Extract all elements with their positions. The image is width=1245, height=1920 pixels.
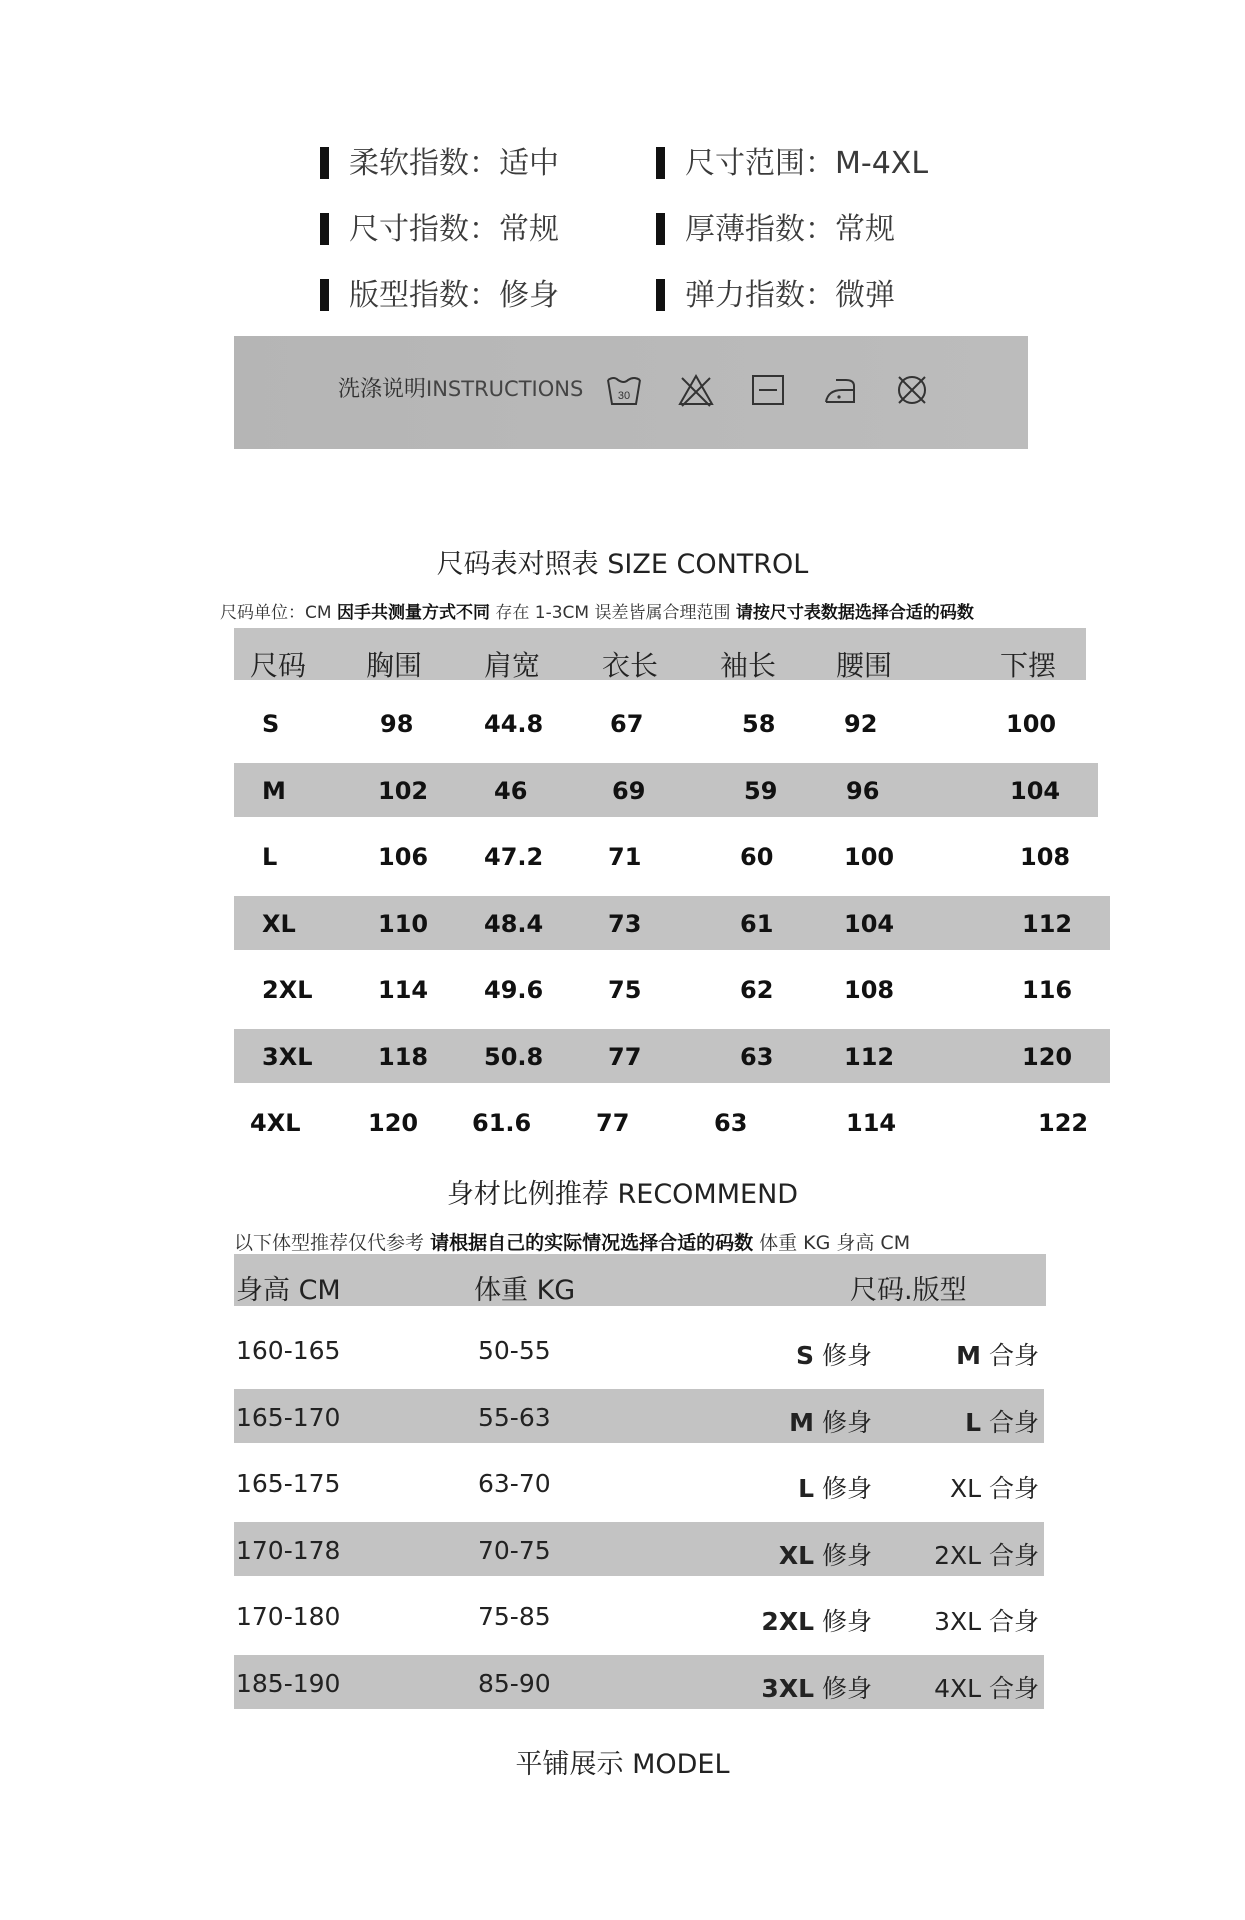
size-primary: L bbox=[798, 1474, 815, 1503]
weight-cell: 85-90 bbox=[478, 1668, 551, 1698]
size-value-cell: 100 bbox=[844, 843, 895, 871]
size-value-cell: 50.8 bbox=[484, 1042, 544, 1071]
recommend-note-part1: 以下体型推荐仅代参考 bbox=[234, 1232, 425, 1254]
size-value-cell: 106 bbox=[378, 843, 429, 871]
height-cell: 165-170 bbox=[236, 1402, 341, 1432]
size-value-cell: 61.6 bbox=[472, 1109, 532, 1137]
recommend-fit-primary bbox=[761, 1602, 872, 1638]
fit-secondary: 合身 bbox=[988, 1540, 1039, 1570]
recommend-row-stripe bbox=[234, 1655, 1044, 1709]
wash-30-icon bbox=[606, 372, 642, 408]
size-value-cell: 77 bbox=[608, 1042, 642, 1071]
fit-secondary: 合身 bbox=[988, 1607, 1039, 1636]
height-cell: 165-175 bbox=[236, 1469, 341, 1498]
size-label-cell: 2XL bbox=[262, 976, 313, 1004]
size-header-stripe bbox=[234, 628, 1086, 680]
size-value-cell: 108 bbox=[1020, 843, 1071, 871]
size-label-cell: S bbox=[262, 710, 280, 738]
height-cell: 170-180 bbox=[236, 1602, 341, 1631]
size-primary: M bbox=[789, 1407, 815, 1437]
size-value-cell: 67 bbox=[610, 710, 644, 738]
recommend-fit-secondary bbox=[956, 1336, 1039, 1372]
fit-secondary: 合身 bbox=[988, 1341, 1039, 1370]
size-row-stripe bbox=[234, 763, 1098, 817]
size-value-cell: 69 bbox=[612, 776, 646, 805]
size-value-cell: 118 bbox=[378, 1042, 429, 1071]
recommend-header-cell: 尺码.版型 bbox=[850, 1275, 967, 1306]
size-value-cell: 110 bbox=[378, 909, 429, 938]
size-value-cell: 112 bbox=[1022, 909, 1073, 938]
attribute-label: 弹力指数： bbox=[685, 278, 835, 313]
size-value-cell: 73 bbox=[608, 909, 642, 938]
attribute-value: 常规 bbox=[835, 212, 895, 247]
fit-secondary: 合身 bbox=[988, 1407, 1039, 1437]
recommend-fit-primary bbox=[789, 1403, 872, 1439]
wash-title bbox=[338, 374, 583, 405]
size-table-note bbox=[220, 598, 974, 623]
fit-primary: 修身 bbox=[821, 1407, 872, 1437]
fit-primary: 修身 bbox=[821, 1341, 872, 1370]
attribute-label: 厚薄指数： bbox=[685, 212, 835, 247]
size-primary: 2XL bbox=[761, 1607, 815, 1636]
attribute-size-range bbox=[656, 144, 928, 184]
size-primary: S bbox=[796, 1341, 815, 1370]
size-row-stripe bbox=[234, 896, 1110, 950]
wash-temp-label: 30 bbox=[617, 390, 631, 402]
size-header-cell: 下摆 bbox=[1000, 649, 1057, 682]
model-title: 平铺展示 MODEL bbox=[515, 1749, 730, 1780]
size-value-cell: 75 bbox=[608, 976, 642, 1004]
size-label-cell: 4XL bbox=[250, 1109, 301, 1137]
recommend-fit-primary bbox=[796, 1336, 872, 1372]
weight-cell: 63-70 bbox=[478, 1469, 551, 1498]
fit-primary: 修身 bbox=[821, 1474, 872, 1503]
fit-secondary: 合身 bbox=[988, 1474, 1039, 1503]
size-row-stripe bbox=[234, 1029, 1110, 1083]
size-secondary: 2XL bbox=[934, 1540, 982, 1570]
recommend-fit-secondary bbox=[934, 1536, 1039, 1572]
size-value-cell: 116 bbox=[1022, 976, 1073, 1004]
recommend-fit-secondary bbox=[934, 1669, 1039, 1705]
weight-cell: 55-63 bbox=[478, 1402, 551, 1432]
recommend-row-stripe bbox=[234, 1389, 1044, 1443]
recommend-row-stripe bbox=[234, 1522, 1044, 1576]
attribute-thickness bbox=[656, 210, 895, 250]
size-header-cell: 腰围 bbox=[836, 649, 893, 682]
no-dry-clean-icon bbox=[894, 372, 930, 408]
attribute-softness bbox=[320, 144, 559, 184]
height-cell: 170-178 bbox=[236, 1535, 341, 1565]
size-value-cell: 63 bbox=[740, 1042, 774, 1071]
size-note-unit: 尺码单位：CM bbox=[220, 603, 332, 623]
size-value-cell: 60 bbox=[740, 843, 774, 871]
recommend-fit-primary bbox=[779, 1536, 872, 1572]
size-table-title: 尺码表对照表 SIZE CONTROL bbox=[436, 549, 809, 580]
size-value-cell: 62 bbox=[740, 976, 774, 1004]
attribute-size-index bbox=[320, 210, 559, 250]
recommend-header-cell: 体重 KG bbox=[474, 1275, 576, 1306]
recommend-fit-primary bbox=[761, 1669, 872, 1705]
size-value-cell: 49.6 bbox=[484, 976, 544, 1004]
size-secondary: 3XL bbox=[934, 1607, 982, 1636]
size-value-cell: 98 bbox=[380, 710, 414, 738]
size-header-cell: 肩宽 bbox=[484, 649, 541, 682]
size-value-cell: 122 bbox=[1038, 1109, 1089, 1137]
attribute-value: M-4XL bbox=[835, 146, 929, 181]
dry-flat-icon bbox=[750, 372, 786, 408]
size-value-cell: 96 bbox=[846, 776, 880, 805]
size-value-cell: 44.8 bbox=[484, 710, 544, 738]
size-value-cell: 112 bbox=[844, 1042, 895, 1071]
size-value-cell: 104 bbox=[844, 909, 895, 938]
fit-primary: 修身 bbox=[821, 1607, 872, 1636]
size-value-cell: 77 bbox=[596, 1109, 630, 1137]
recommend-fit-secondary bbox=[950, 1469, 1039, 1505]
size-value-cell: 102 bbox=[378, 776, 429, 805]
weight-cell: 50-55 bbox=[478, 1336, 551, 1365]
fit-secondary: 合身 bbox=[988, 1673, 1039, 1703]
height-cell: 160-165 bbox=[236, 1336, 341, 1365]
attribute-label: 尺寸范围： bbox=[685, 146, 835, 181]
size-value-cell: 61 bbox=[740, 909, 774, 938]
size-header-cell: 袖长 bbox=[720, 649, 777, 682]
size-header-cell: 衣长 bbox=[602, 649, 659, 682]
attribute-value: 适中 bbox=[499, 146, 559, 181]
size-value-cell: 100 bbox=[1006, 710, 1057, 738]
size-value-cell: 59 bbox=[744, 776, 778, 805]
attribute-fit bbox=[320, 276, 559, 316]
recommend-fit-secondary bbox=[965, 1403, 1039, 1439]
wash-instructions-banner bbox=[234, 336, 1028, 449]
size-label-cell: L bbox=[262, 843, 278, 871]
size-note-bold1: 因手共测量方式不同 bbox=[336, 603, 490, 623]
size-value-cell: 120 bbox=[368, 1109, 419, 1137]
size-value-cell: 114 bbox=[846, 1109, 897, 1137]
attribute-label: 尺寸指数： bbox=[349, 212, 499, 247]
size-note-middle: 存在 1-3CM 误差皆属合理范围 bbox=[495, 603, 731, 623]
recommend-header-cell: 身高 CM bbox=[236, 1275, 341, 1306]
weight-cell: 75-85 bbox=[478, 1602, 551, 1631]
size-header-cell: 胸围 bbox=[366, 649, 423, 682]
size-value-cell: 63 bbox=[714, 1109, 748, 1137]
attribute-label: 柔软指数： bbox=[349, 146, 499, 181]
recommend-note bbox=[234, 1228, 910, 1255]
fit-primary: 修身 bbox=[821, 1673, 872, 1703]
attribute-value: 微弹 bbox=[835, 278, 895, 313]
size-secondary: XL bbox=[949, 1474, 982, 1503]
size-value-cell: 92 bbox=[844, 710, 878, 738]
recommend-fit-primary bbox=[798, 1469, 872, 1505]
size-value-cell: 71 bbox=[608, 843, 642, 871]
size-value-cell: 108 bbox=[844, 976, 895, 1004]
size-label-cell: M bbox=[262, 776, 286, 805]
bullet-bar bbox=[320, 213, 329, 245]
bullet-bar bbox=[320, 147, 329, 179]
recommend-fit-secondary bbox=[934, 1602, 1039, 1638]
bullet-bar bbox=[656, 279, 665, 311]
recommend-note-part2: 体重 KG 身高 CM bbox=[759, 1232, 911, 1254]
bullet-bar bbox=[656, 213, 665, 245]
size-secondary: M bbox=[956, 1341, 982, 1370]
size-label-cell: 3XL bbox=[262, 1042, 313, 1071]
recommend-note-bold: 请根据自己的实际情况选择合适的码数 bbox=[430, 1232, 754, 1254]
wash-title-en: INSTRUCTIONS bbox=[426, 377, 584, 401]
size-secondary: L bbox=[965, 1407, 982, 1437]
size-value-cell: 120 bbox=[1022, 1042, 1073, 1071]
size-header-cell: 尺码 bbox=[250, 649, 307, 682]
size-value-cell: 47.2 bbox=[484, 843, 544, 871]
attribute-label: 版型指数： bbox=[349, 278, 499, 313]
fit-primary: 修身 bbox=[821, 1540, 872, 1570]
attribute-value: 修身 bbox=[499, 278, 559, 313]
attribute-elasticity bbox=[656, 276, 895, 316]
recommend-title: 身材比例推荐 RECOMMEND bbox=[446, 1179, 799, 1210]
bullet-bar bbox=[656, 147, 665, 179]
size-value-cell: 114 bbox=[378, 976, 429, 1004]
size-value-cell: 46 bbox=[494, 776, 528, 805]
size-primary: XL bbox=[778, 1540, 815, 1570]
size-value-cell: 58 bbox=[742, 710, 776, 738]
weight-cell: 70-75 bbox=[478, 1535, 551, 1565]
size-secondary: 4XL bbox=[934, 1673, 982, 1703]
iron-low-icon bbox=[822, 372, 858, 408]
bullet-bar bbox=[320, 279, 329, 311]
size-primary: 3XL bbox=[761, 1673, 815, 1703]
wash-title-cn: 洗涤说明 bbox=[338, 377, 427, 402]
size-label-cell: XL bbox=[262, 909, 296, 938]
height-cell: 185-190 bbox=[236, 1668, 341, 1698]
size-value-cell: 104 bbox=[1010, 776, 1061, 805]
attribute-value: 常规 bbox=[499, 212, 559, 247]
size-value-cell: 48.4 bbox=[484, 909, 544, 938]
no-bleach-icon bbox=[678, 372, 714, 408]
size-note-bold2: 请按尺寸表数据选择合适的码数 bbox=[735, 603, 974, 623]
